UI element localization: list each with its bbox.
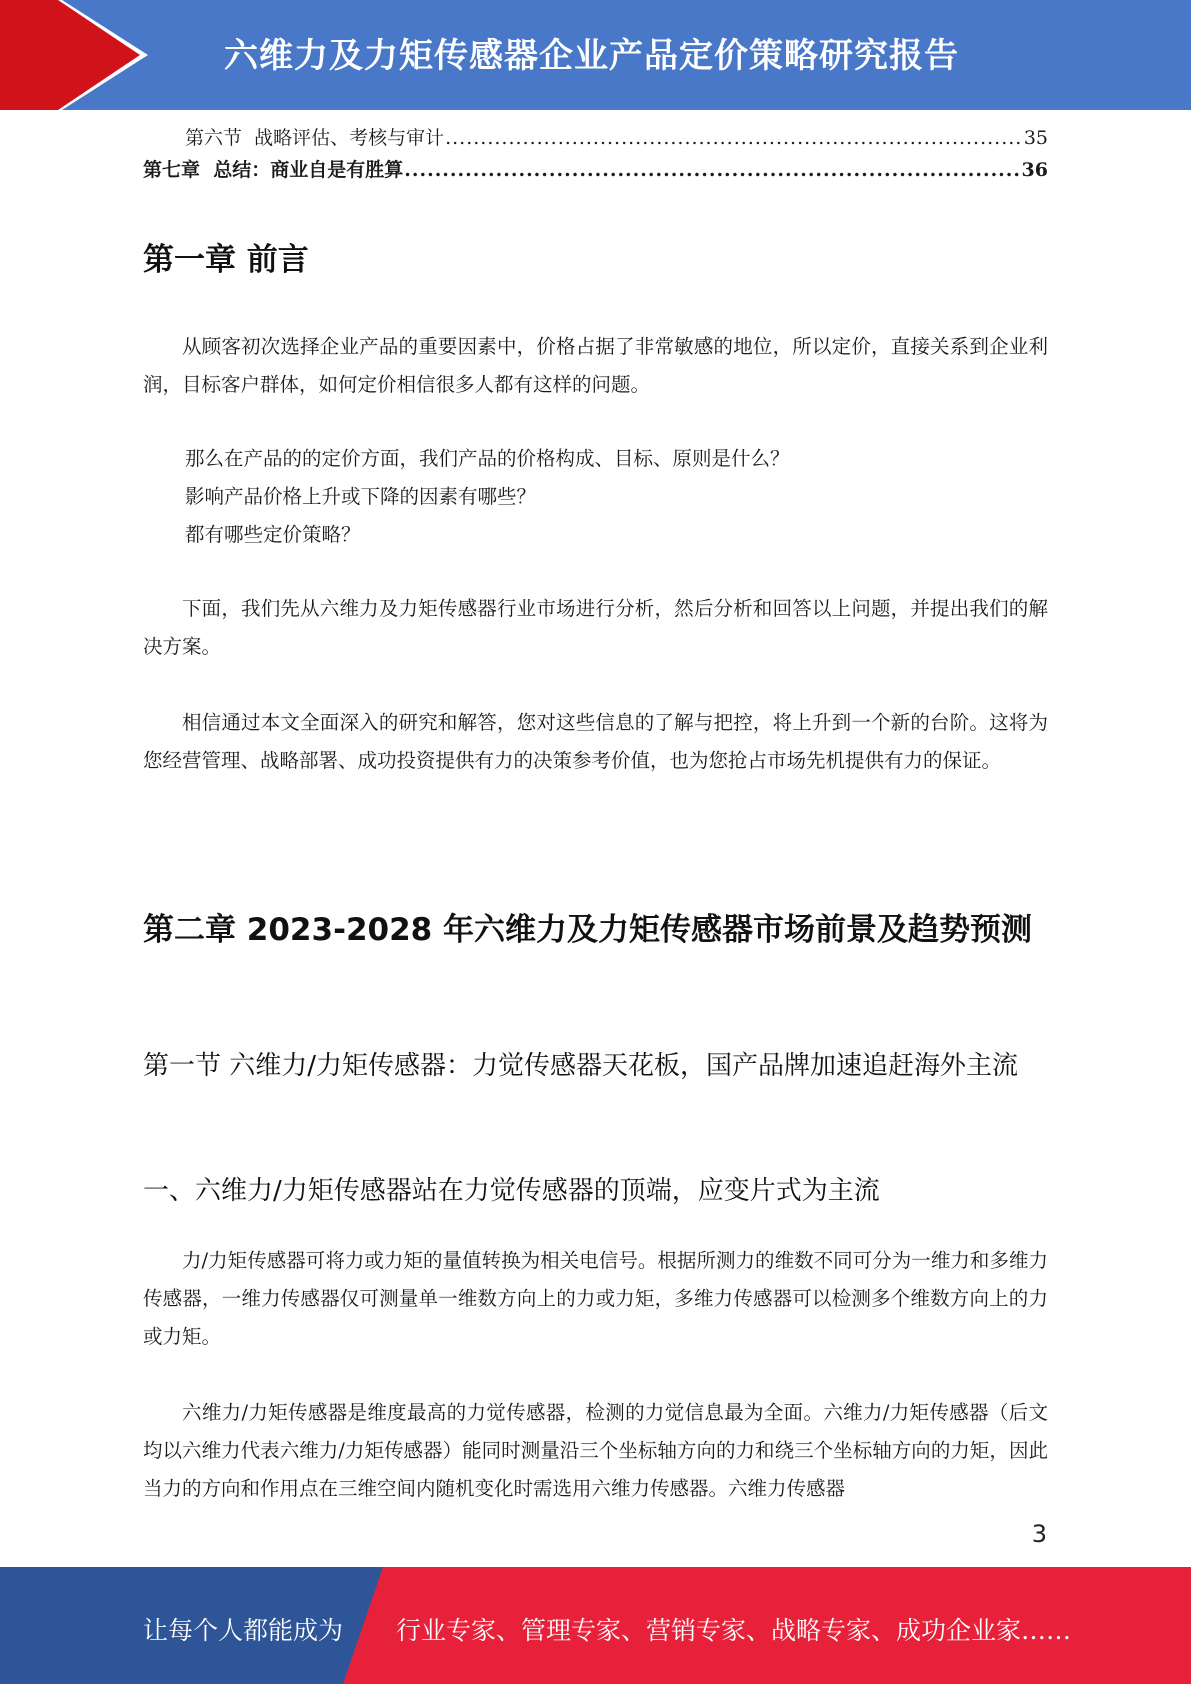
paragraph: 相信通过本文全面深入的研究和解答，您对这些信息的了解与把控，将上升到一个新的台阶。这将为您经营管理、战略部署、成功投资提供有力的决策参考价值，也为您抢占市场先机提供有力的保证。 <box>143 711 1048 772</box>
toc-entry-label: 第六节 战略评估、考核与审计 <box>185 127 445 149</box>
paragraph: 六维力/力矩传感器是维度最高的力觉传感器，检测的力觉信息最为全面。六维力/力矩传感器（后文均以六维力代表六维力/力矩传感器）能同时测量沿三个坐标轴方向的力和绕三个坐标轴方向的力矩，因此当力的方向和作用点在三维空间内随机变化时需选用六维力传感器。六维力传感器 <box>143 1401 1048 1500</box>
footer-slogan-right: 行业专家、管理专家、营销专家、战略专家、成功企业家…… <box>396 1616 1072 1645</box>
footer-slogan-left: 让每个人都能成为 <box>143 1616 344 1645</box>
chapter-title: 第二章 2023-2028 年六维力及力矩传感器市场前景及趋势预测 <box>143 912 1033 948</box>
toc-leader <box>404 154 1020 186</box>
page-number: 3 <box>1031 1520 1047 1548</box>
question-line: 都有哪些定价策略？ <box>185 523 361 546</box>
toc-entry-page: 36 <box>1021 159 1048 181</box>
question-line: 那么在产品的的定价方面，我们产品的价格构成、目标、原则是什么？ <box>185 447 790 470</box>
chapter-title: 第一章 前言 <box>143 242 309 278</box>
header-arrow-icon <box>0 0 160 110</box>
toc-entry[interactable] <box>143 154 1048 186</box>
page-footer <box>0 1567 1191 1684</box>
paragraph: 从顾客初次选择企业产品的重要因素中，价格占据了非常敏感的地位，所以定价，直接关系到企业利润，目标客户群体，如何定价相信很多人都有这样的问题。 <box>143 335 1048 396</box>
toc-entry[interactable] <box>143 122 1048 154</box>
question-line: 影响产品价格上升或下降的因素有哪些？ <box>185 485 537 508</box>
paragraph: 下面，我们先从六维力及力矩传感器行业市场进行分析，然后分析和回答以上问题，并提出我们的解决方案。 <box>143 597 1048 658</box>
toc-entry-page: 35 <box>1023 127 1048 149</box>
page-header <box>0 0 1191 110</box>
toc-leader <box>445 122 1023 154</box>
document-body <box>143 122 1048 1500</box>
report-title: 六维力及力矩传感器企业产品定价策略研究报告 <box>224 36 959 76</box>
subsection-title: 一、六维力/力矩传感器站在力觉传感器的顶端，应变片式为主流 <box>143 1176 880 1206</box>
toc-entry-label: 第七章 总结：商业自是有胜算 <box>143 159 404 181</box>
section-title: 第一节 六维力/力矩传感器：力觉传感器天花板，国产品牌加速追赶海外主流 <box>143 1051 1019 1081</box>
paragraph: 力/力矩传感器可将力或力矩的量值转换为相关电信号。根据所测力的维数不同可分为一维力和多维力传感器，一维力传感器仅可测量单一维数方向上的力或力矩，多维力传感器可以检测多个维数方向上的力或力矩。 <box>143 1249 1048 1348</box>
